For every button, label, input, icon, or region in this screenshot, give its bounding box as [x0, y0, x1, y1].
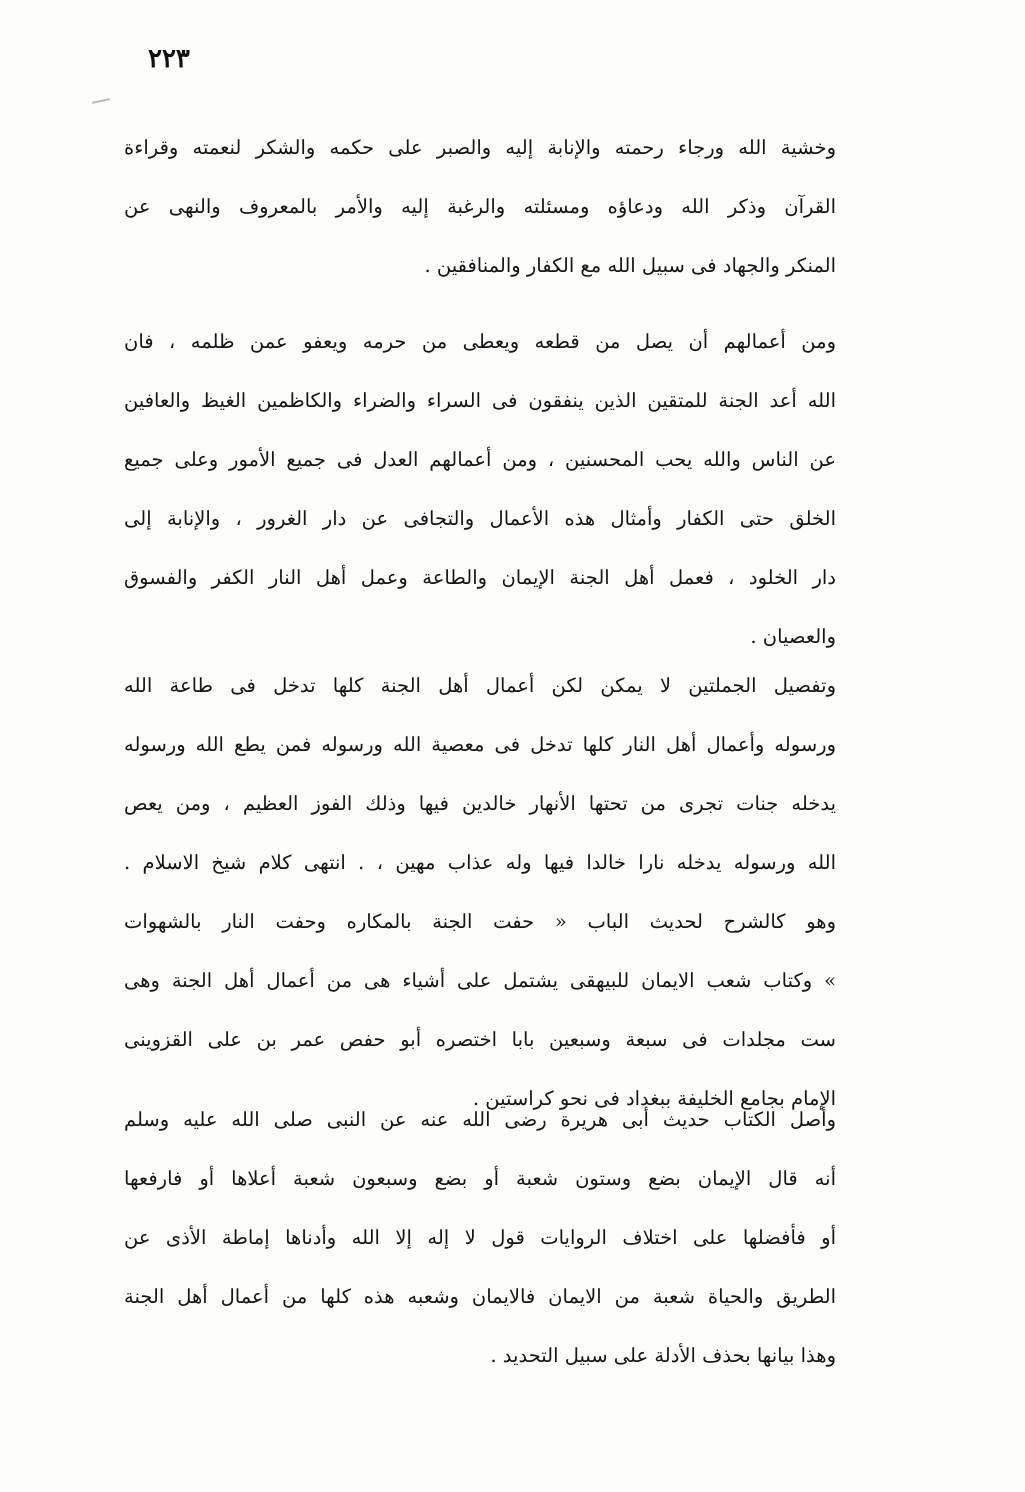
text-line: الله ورسوله يدخله نارا خالدا فيها وله عذاب مهين ، . انتهى كلام شيخ الاسلام .	[124, 851, 836, 874]
paragraph-4	[124, 1090, 836, 1385]
text-line: يدخله جنات تجرى من تحتها الأنهار خالدين فيها وذلك الفوز العظيم ، ومن يعص	[124, 792, 836, 815]
text-line: والعصيان .	[750, 625, 836, 648]
scan-mark	[92, 98, 110, 104]
text-line: المنكر والجهاد فى سبيل الله مع الكفار والمنافقين .	[424, 254, 836, 277]
text-line: الله أعد الجنة للمتقين الذين ينفقون فى السراء والضراء والكاظمين الغيظ والعافين	[124, 389, 836, 412]
text-line: عن الناس والله يحب المحسنين ، ومن أعمالهم العدل فى جميع الأمور وعلى جميع	[124, 448, 836, 471]
text-line: وهو كالشرح لحديث الباب « حفت الجنة بالمكاره وحفت النار بالشهوات	[124, 910, 836, 933]
paragraph-1	[124, 118, 836, 295]
text-line: » وكتاب شعب الايمان للبيهقى يشتمل على أشياء هى من أعمال أهل الجنة وهى	[124, 969, 836, 992]
text-line: أو فأفضلها على اختلاف الروايات قول لا إله إلا الله وأدناها إماطة الأذى عن	[124, 1226, 836, 1249]
paragraph-2	[124, 312, 836, 666]
text-line: الخلق حتى الكفار وأمثال هذه الأعمال والتجافى عن دار الغرور ، والإنابة إلى	[124, 507, 836, 530]
text-line: وأصل الكتاب حديث أبى هريرة رضى الله عنه عن النبى صلى الله عليه وسلم	[124, 1108, 836, 1131]
text-line: وهذا بيانها بحذف الأدلة على سبيل التحديد .	[490, 1344, 836, 1367]
text-line: ست مجلدات فى سبعة وسبعين بابا اختصره أبو حفص عمر بن على القزوينى	[124, 1028, 836, 1051]
text-line: وخشية الله ورجاء رحمته والإنابة إليه والصبر على حكمه والشكر لنعمته وقراءة	[124, 136, 836, 159]
page-number: ٢٢٣	[148, 44, 190, 74]
text-line: أنه قال الإيمان بضع وستون شعبة أو بضع وسبعون شعبة أعلاها أو فارفعها	[124, 1167, 836, 1190]
text-line: القرآن وذكر الله ودعاؤه ومسئلته والرغبة إليه والأمر بالمعروف والنهى عن	[124, 195, 836, 218]
text-line: الطريق والحياة شعبة من الايمان فالايمان وشعبه هذه كلها من أعمال أهل الجنة	[124, 1285, 836, 1308]
text-line: ومن أعمالهم أن يصل من قطعه ويعطى من حرمه ويعفو عمن ظلمه ، فان	[124, 330, 836, 353]
text-line: وتفصيل الجملتين لا يمكن لكن أعمال أهل الجنة كلها تدخل فى طاعة الله	[124, 674, 836, 697]
text-line: الإمام بجامع الخليفة ببغداد فى نحو كراستين .	[472, 1087, 836, 1110]
text-line: دار الخلود ، فعمل أهل الجنة الإيمان والطاعة وعمل أهل النار الكفر والفسوق	[124, 566, 836, 589]
text-line: ورسوله وأعمال أهل النار كلها تدخل فى معصية الله ورسوله فمن يطع الله ورسوله	[124, 733, 836, 756]
paragraph-3	[124, 656, 836, 1128]
